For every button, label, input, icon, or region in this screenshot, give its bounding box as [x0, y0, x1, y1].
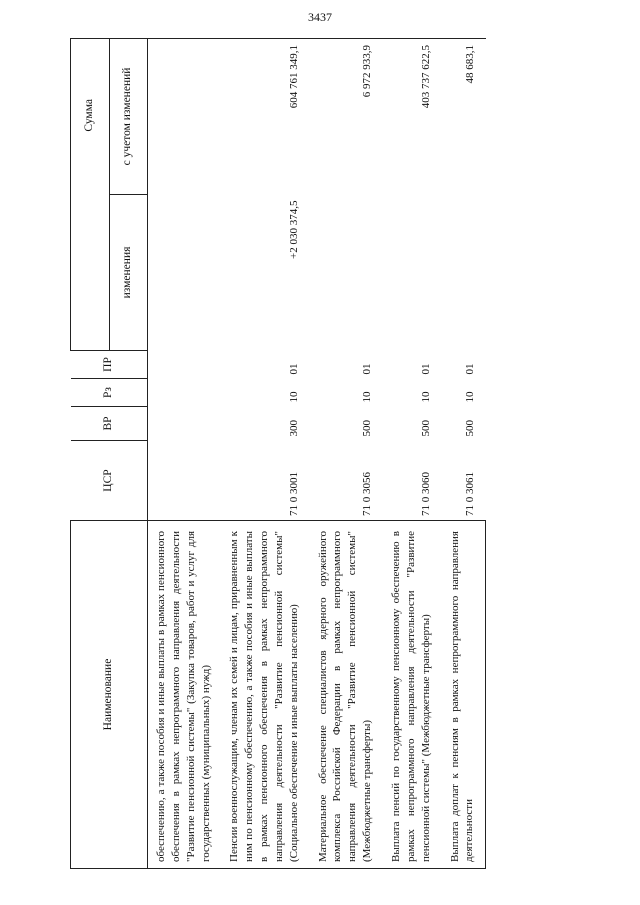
row-csr: 71 0 3001 — [287, 472, 300, 516]
header-name: Наименование — [71, 521, 148, 869]
row-rz — [148, 379, 222, 407]
header-pr: ПР — [71, 351, 148, 379]
row-rz: 10 — [361, 391, 374, 403]
header-rz: Рз — [71, 379, 148, 407]
table-row — [383, 38, 442, 868]
budget-table-sheet — [70, 39, 570, 869]
row-vr: 500 — [361, 420, 374, 437]
page-number: 3437 — [308, 10, 332, 24]
header-change: изменения — [109, 195, 148, 351]
row-name: Пенсии военнослужащим, членам их семей и лицам, приравненным к ним по пенсионному обеспечению, а также пособия и иные выплаты в рамках пенсионного обеспечения в рамках непрограммного направления деятельности "Развитие пенсионной системы" (Социальное обеспечение и иные выплаты населению) — [221, 521, 309, 869]
row-name: обеспечению, а также пособия и иные выплаты в рамках пенсионного обеспечения в рамках непрограммного направления деятельности "Развитие пенсионной системы" (Закупка товаров, работ и услуг для государственных (муниципальных) нужд) — [148, 521, 222, 869]
row-vr: 300 — [287, 420, 300, 437]
row-change — [383, 195, 442, 351]
row-change — [310, 195, 383, 351]
row-pr — [148, 351, 222, 379]
row-vr: 500 — [463, 420, 476, 437]
row-name: Выплата доплат к пенсиям в рамках непрограммного направления деятельности — [442, 521, 486, 869]
row-total: 6 972 933,9 — [310, 38, 383, 194]
row-name: Материальное обеспечение специалистов ядерного оружейного комплекса Российской Федерации в рамках непрограммного направления деятельности "Развитие пенсионной системы" (Межбюджетные трансферты) — [310, 521, 383, 869]
row-total — [148, 38, 222, 194]
row-csr: 71 0 3060 — [419, 472, 432, 516]
row-total: 403 737 622,5 — [383, 38, 442, 194]
table-row — [310, 38, 383, 868]
budget-table — [70, 38, 486, 869]
row-pr: 01 — [463, 363, 476, 375]
header-sum: Сумма — [71, 38, 110, 350]
header-csr: ЦСР — [71, 441, 148, 521]
table-row — [148, 38, 222, 868]
row-total: 48 683,1 — [442, 38, 486, 194]
row-csr — [148, 441, 222, 521]
header-vr: ВР — [71, 407, 148, 441]
row-vr — [148, 407, 222, 441]
table-row — [221, 38, 309, 868]
row-change: +2 030 374,5 — [287, 200, 300, 259]
row-pr: 01 — [287, 363, 300, 375]
table-row — [442, 38, 486, 868]
row-rz: 10 — [463, 391, 476, 403]
row-change — [442, 195, 486, 351]
row-total: 604 761 349,1 — [221, 38, 309, 194]
row-change — [148, 195, 222, 351]
row-pr: 01 — [361, 363, 374, 375]
row-rz: 10 — [419, 391, 432, 403]
row-name: Выплата пенсий по государственному пенсионному обеспечению в рамках непрограммного направления деятельности "Развитие пенсионной системы" (Межбюджетные трансферты) — [383, 521, 442, 869]
row-rz: 10 — [287, 391, 300, 403]
row-pr: 01 — [419, 363, 432, 375]
row-vr: 500 — [419, 420, 432, 437]
row-csr: 71 0 3061 — [463, 472, 476, 516]
row-csr: 71 0 3056 — [361, 472, 374, 516]
header-with-changes: с учетом изменений — [109, 38, 148, 194]
